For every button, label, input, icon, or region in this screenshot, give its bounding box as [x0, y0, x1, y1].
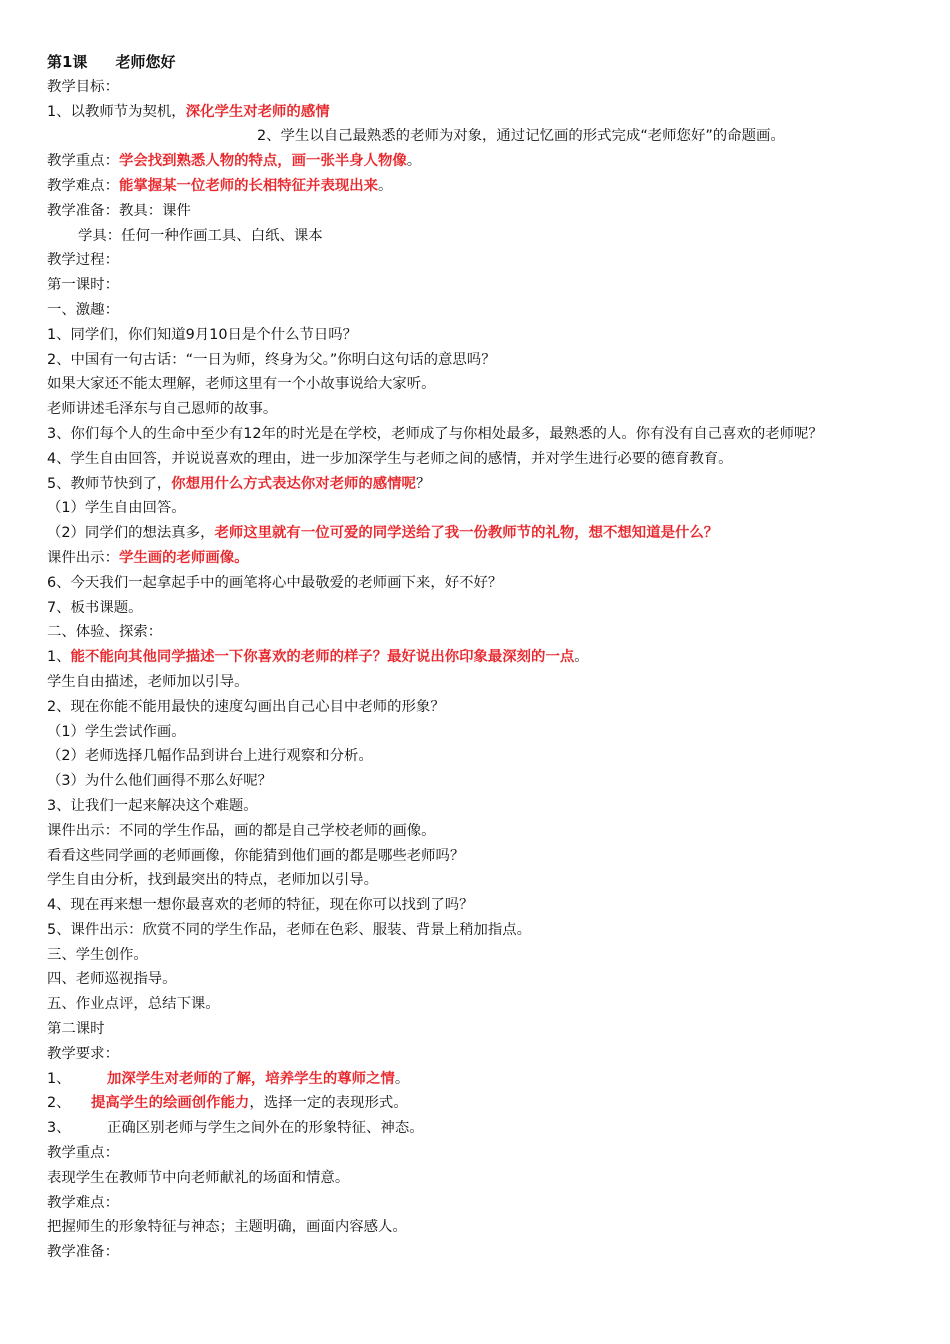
section-2-heading: 二、体验、探索：: [47, 624, 163, 641]
lesson-title: [47, 50, 917, 75]
paragraph: 课件出示：不同的学生作品，画的都是自己学校老师的画像。: [47, 822, 436, 839]
key-point-2-heading: 教学重点：: [47, 1145, 119, 1162]
preparation-teacher: 教学准备：教具：课件: [47, 202, 191, 219]
paragraph: 1、同学们，你们知道9月10日是个什么节日吗？: [47, 326, 358, 343]
emphasis-text: 提高学生的绘画创作能力: [91, 1095, 250, 1112]
difficulty: 教学难点：能掌握某一位老师的长相特征并表现出来。: [47, 177, 393, 194]
emphasis-text: 老师这里就有一位可爱的同学送给了我一份教师节的礼物，想不想知道是什么？: [214, 525, 719, 542]
paragraph: 5、课件出示：欣赏不同的学生作品，老师在色彩、服装、背景上稍加指点。: [47, 921, 532, 938]
paragraph: 3、你们每个人的生命中至少有12年的时光是在学校，老师成了与你相处最多，最熟悉的人。你有没有自己喜欢的老师呢？: [47, 425, 823, 442]
paragraph: 老师讲述毛泽东与自己恩师的故事。: [47, 401, 278, 418]
lesson-name: 老师您好: [115, 53, 176, 71]
paragraph: 2、中国有一句古话：“一日为师，终身为父。”你明白这句话的意思吗？: [47, 351, 496, 368]
paragraph: 3、让我们一起来解决这个难题。: [47, 797, 258, 814]
paragraph: （3）为什么他们画得不那么好呢？: [47, 773, 273, 790]
section-4-heading: 四、老师巡视指导。: [47, 971, 177, 988]
paragraph: 学生自由描述，老师加以引导。: [47, 673, 249, 690]
paragraph: 课件出示：学生画的老师画像。: [47, 549, 249, 566]
period-2-heading: 第二课时: [47, 1021, 105, 1038]
preparation-2-heading: 教学准备：: [47, 1244, 119, 1261]
paragraph: （1）学生尝试作画。: [47, 723, 186, 740]
paragraph: （2）同学们的想法真多，老师这里就有一位可爱的同学送给了我一份教师节的礼物，想不想知道是什么？: [47, 525, 719, 542]
preparation-student: 学具：任何一种作画工具、白纸、课本: [78, 227, 323, 244]
paragraph: 4、现在再来想一想你最喜欢的老师的特征，现在你可以找到了吗？: [47, 897, 474, 914]
lesson-number: 第1课: [47, 53, 88, 71]
emphasis-text: 能不能向其他同学描述一下你喜欢的老师的样子？最好说出你印象最深刻的一点: [70, 649, 575, 666]
paragraph: 7、板书课题。: [47, 599, 143, 616]
paragraph: 把握师生的形象特征与神态；主题明确，画面内容感人。: [47, 1219, 407, 1236]
requirement-3: 3、 正确区别老师与学生之间外在的形象特征、神态。: [47, 1120, 424, 1137]
objective-1: 1、以教师节为契机，深化学生对老师的感情: [47, 103, 330, 120]
objectives-heading: 教学目标：: [47, 78, 119, 95]
difficulty-emphasis: 能掌握某一位老师的长相特征并表现出来: [118, 177, 379, 194]
key-point-emphasis: 学会找到熟悉人物的特点，画一张半身人物像: [118, 153, 407, 170]
paragraph: 表现学生在教师节中向老师献礼的场面和情意。: [47, 1169, 350, 1186]
emphasis-text: 你想用什么方式表达你对老师的感情呢: [171, 475, 416, 492]
emphasis-text: 加深学生对老师的了解，培养学生的尊师之情: [107, 1070, 395, 1087]
paragraph: （2）老师选择几幅作品到讲台上进行观察和分析。: [47, 748, 373, 765]
requirements-heading: 教学要求：: [47, 1045, 119, 1062]
requirement-2: 2、 提高学生的绘画创作能力，选择一定的表现形式。: [47, 1095, 408, 1112]
paragraph: 如果大家还不能太理解，老师这里有一个小故事说给大家听。: [47, 376, 436, 393]
document-page: [47, 50, 917, 1265]
period-1-heading: 第一课时：: [47, 277, 119, 294]
requirement-1: 1、 加深学生对老师的了解，培养学生的尊师之情。: [47, 1070, 410, 1087]
paragraph: 2、现在你能不能用最快的速度勾画出自己心目中老师的形象？: [47, 698, 445, 715]
paragraph: 6、今天我们一起拿起手中的画笔将心中最敬爱的老师画下来，好不好？: [47, 574, 503, 591]
objective-2: 2、学生以自己最熟悉的老师为对象，通过记忆画的形式完成“老师您好”的命题画。: [257, 128, 785, 145]
section-5-heading: 五、作业点评，总结下课。: [47, 996, 220, 1013]
key-point: 教学重点：学会找到熟悉人物的特点，画一张半身人物像。: [47, 153, 422, 170]
paragraph: 4、学生自由回答，并说说喜欢的理由，进一步加深学生与老师之间的感情，并对学生进行必要的德育教育。: [47, 450, 733, 467]
paragraph: 学生自由分析，找到最突出的特点，老师加以引导。: [47, 872, 378, 889]
paragraph: 看看这些同学画的老师画像，你能猜到他们画的都是哪些老师吗？: [47, 847, 465, 864]
emphasis-text: 学生画的老师画像。: [118, 549, 249, 566]
difficulty-2-heading: 教学难点：: [47, 1194, 119, 1211]
paragraph: （1）学生自由回答。: [47, 500, 186, 517]
objective-1-emphasis: 深化学生对老师的感情: [185, 103, 330, 120]
paragraph: 1、能不能向其他同学描述一下你喜欢的老师的样子？最好说出你印象最深刻的一点。: [47, 649, 589, 666]
paragraph: 5、教师节快到了，你想用什么方式表达你对老师的感情呢？: [47, 475, 431, 492]
process-heading: 教学过程：: [47, 252, 119, 269]
section-3-heading: 三、学生创作。: [47, 946, 148, 963]
section-1-heading: 一、激趣：: [47, 301, 119, 318]
